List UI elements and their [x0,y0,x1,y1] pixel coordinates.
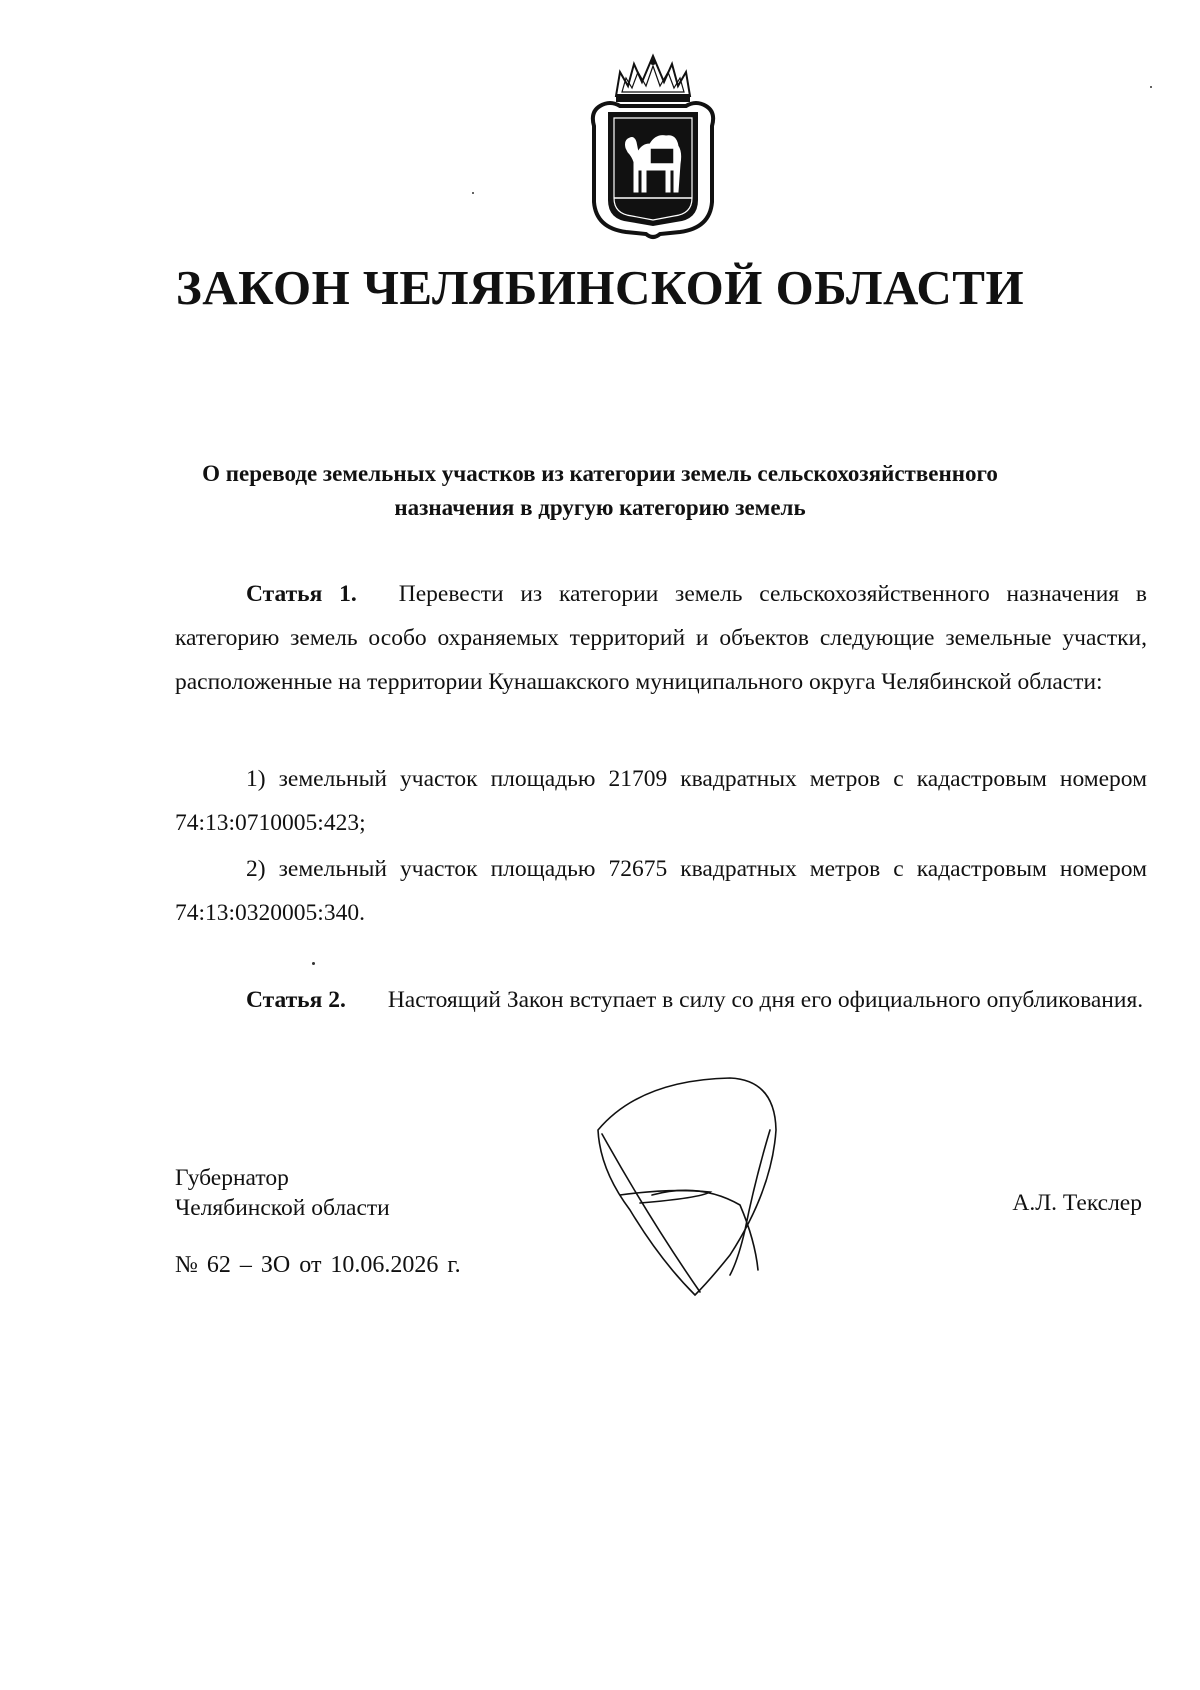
signatory-position-line-1: Губернатор [175,1165,289,1191]
law-subject [150,457,1050,525]
signatory-name: А.Л. Текслер [1012,1190,1142,1216]
scan-speck [1150,86,1152,88]
article-1-item-1-text: 1) земельный участок площадью 21709 квадратных метров с кадастровым номером 74:13:0710005:423; [175,766,1147,836]
scan-speck [312,962,315,965]
article-1-item-2-text: 2) земельный участок площадью 72675 квадратных метров с кадастровым номером 74:13:0320005:340. [175,856,1147,926]
article-1-item-2 [175,847,1147,935]
article-2-text: Настоящий Закон вступает в силу со дня его официального опубликования. [387,987,1144,1013]
article-2-label: Статья 2. [246,987,346,1013]
article-1-item-1 [175,757,1147,845]
article-1-label: Статья 1. [246,581,357,607]
signatory-position-line-2: Челябинской области [175,1195,390,1221]
article-1 [175,572,1147,704]
handwritten-signature-icon [580,1070,820,1300]
document-title: ЗАКОН ЧЕЛЯБИНСКОЙ ОБЛАСТИ [175,260,1025,315]
scan-speck [472,192,474,194]
law-number-and-date: № 62 – ЗО от 10.06.2026 г. [175,1252,461,1278]
article-1-text: Перевести из категории земель сельскохозяйственного назначения в категорию земель особо охраняемых территорий и объектов следующие земельные участки, расположенные на территории Кунашакского муниципального округа Челябинской области: [175,581,1147,695]
law-subject-line-1: О переводе земельных участков из категории земель сельскохозяйственного [202,461,998,486]
law-subject-line-2: назначения в другую категорию земель [394,495,806,520]
signatory-position [175,1163,390,1223]
article-2 [175,978,1147,1022]
coat-of-arms-icon [586,52,720,240]
